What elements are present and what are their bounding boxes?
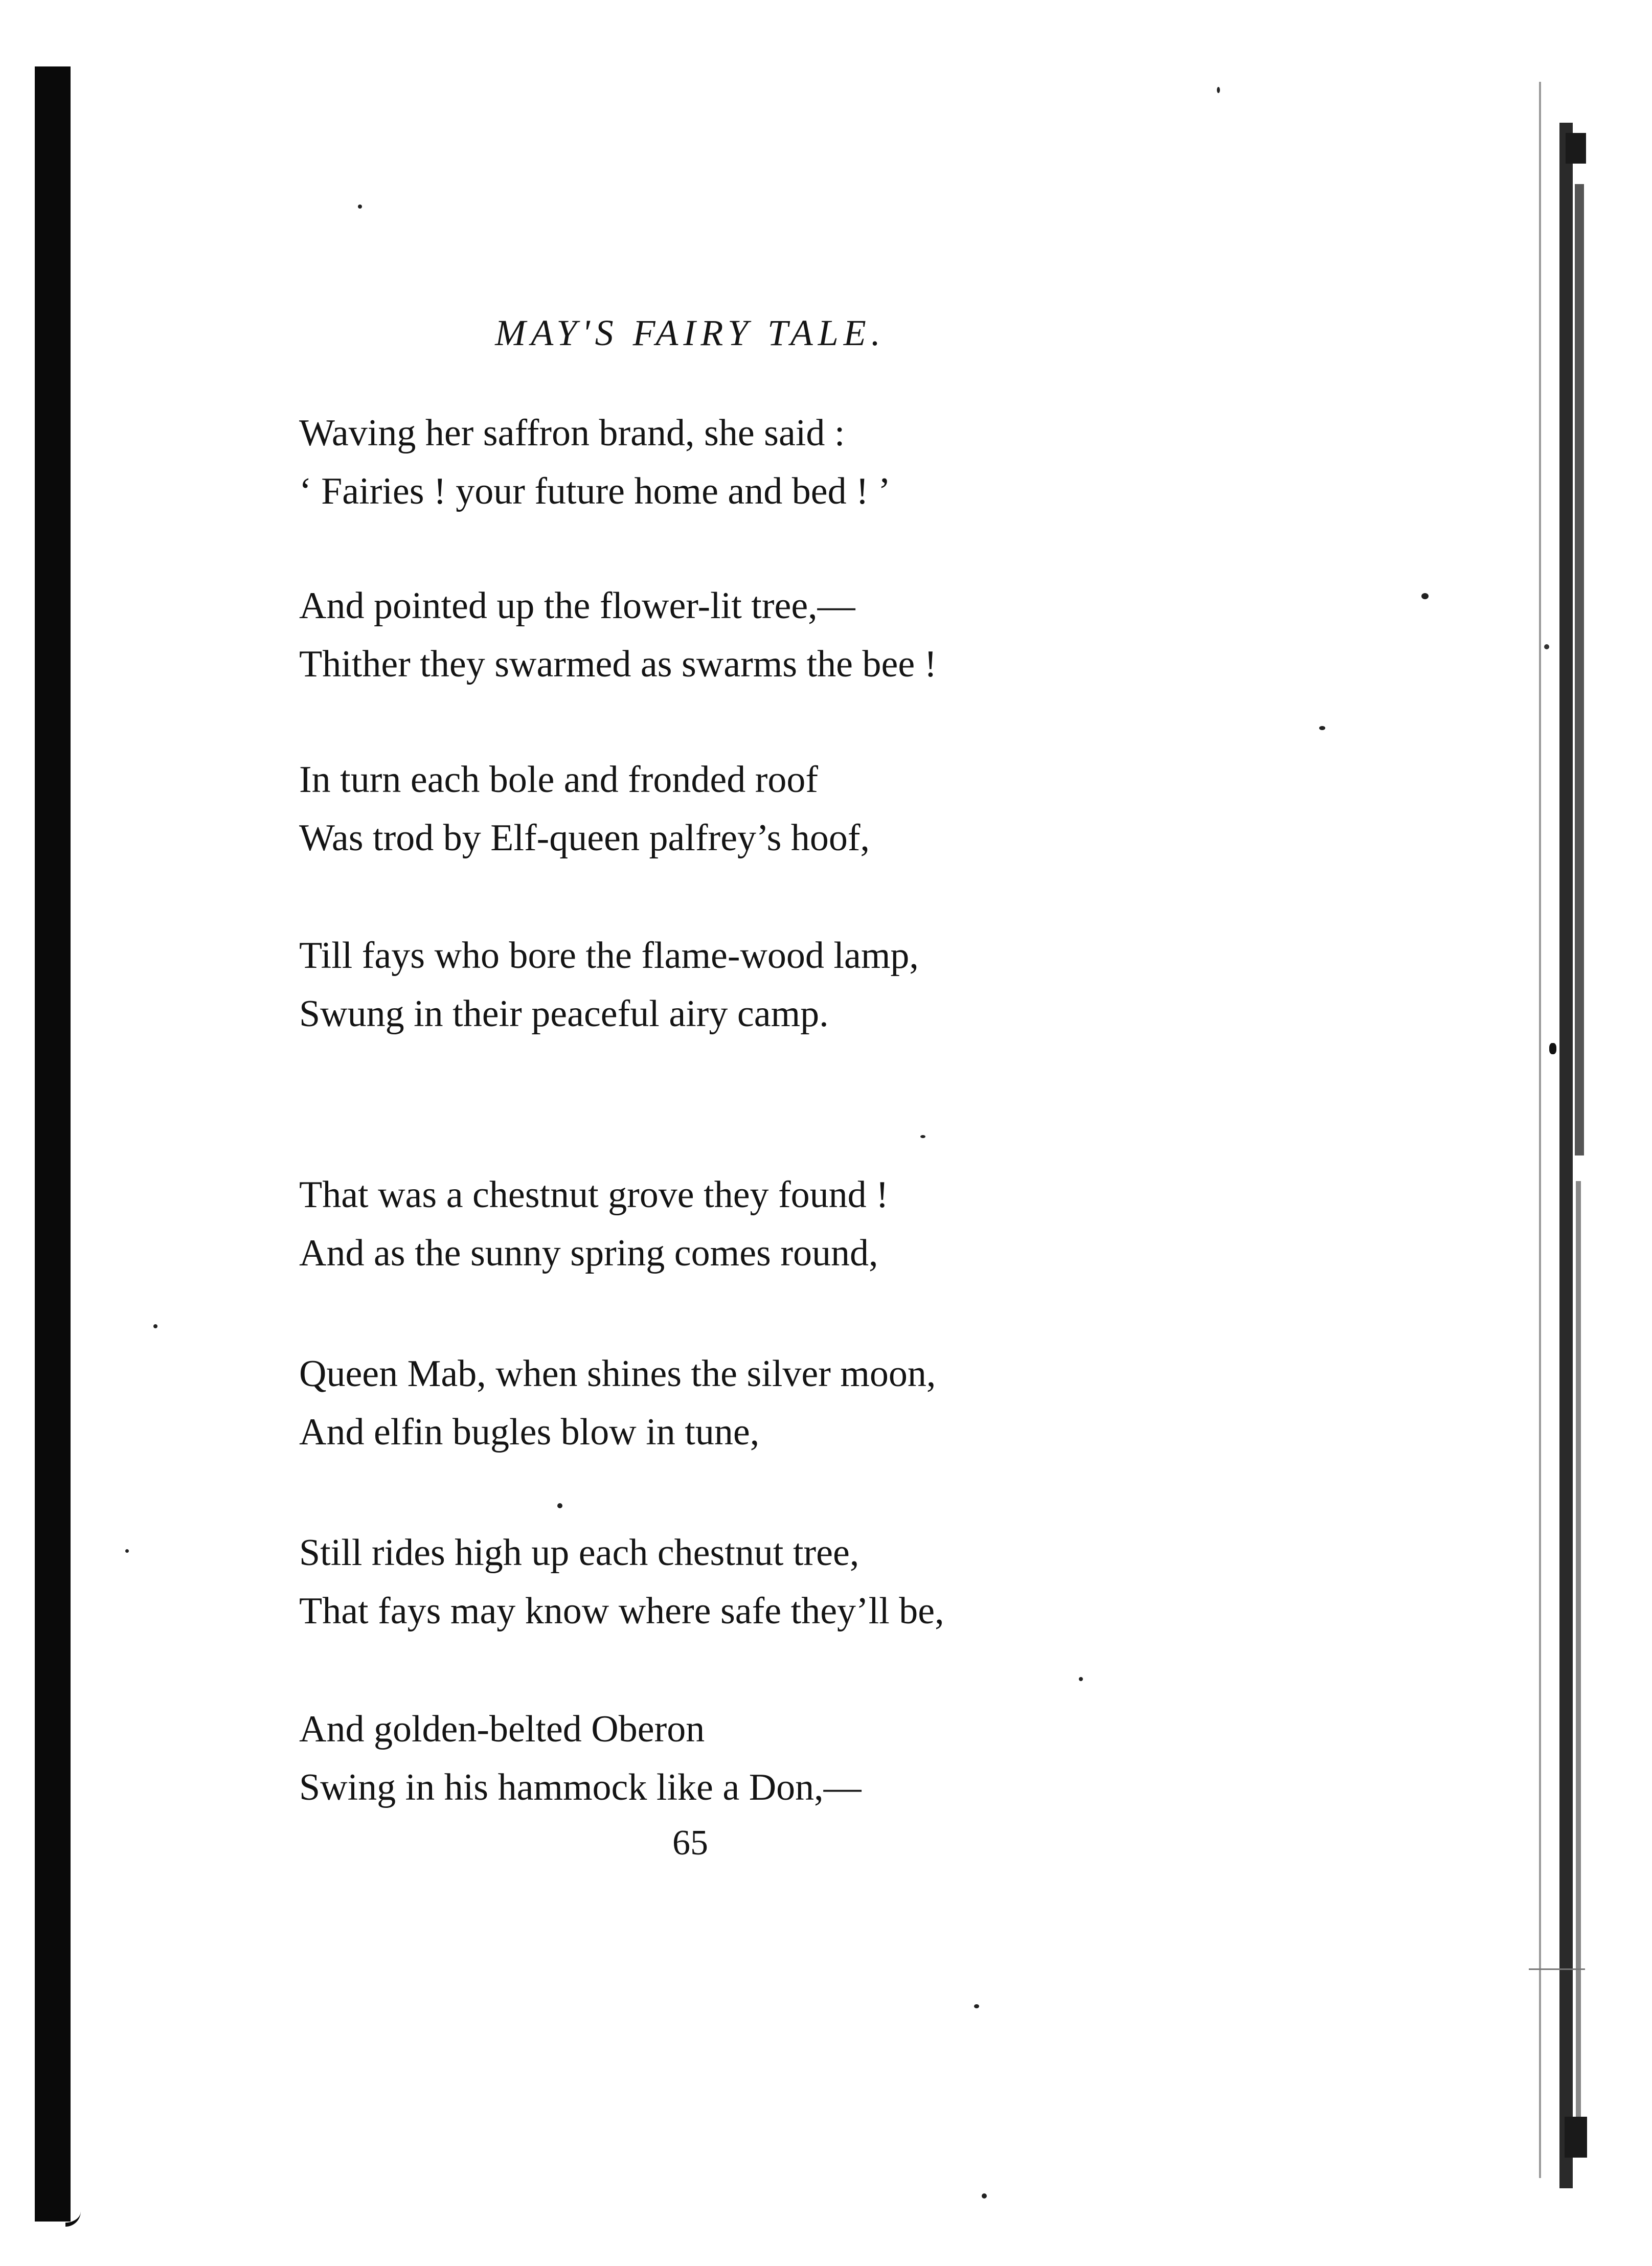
scan-speck — [557, 1503, 562, 1508]
scan-speck — [974, 2004, 979, 2008]
stanza — [299, 1345, 1168, 1461]
stanza — [299, 1524, 1168, 1640]
scan-speck — [1319, 726, 1325, 730]
poem-line: Queen Mab, when shines the silver moon, — [299, 1353, 936, 1395]
scan-speck — [358, 205, 362, 209]
poem-line: Swung in their peaceful airy camp. — [299, 993, 829, 1035]
scan-speck — [153, 1324, 157, 1328]
page-number: 65 — [672, 1823, 708, 1863]
poem-line: Waving her saffron brand, she said : — [299, 412, 845, 454]
poem-line: And pointed up the flower-lit tree,— — [299, 585, 855, 627]
poem-line: And golden-belted Oberon — [299, 1708, 705, 1750]
poem-line: That fays may know where safe they’ll be, — [299, 1590, 944, 1632]
poem-line: And elfin bugles blow in tune, — [299, 1411, 760, 1453]
page-title: MAY'S FAIRY TALE. — [495, 312, 886, 353]
scanned-margin-artifact — [1529, 82, 1590, 2219]
scan-speck — [1421, 593, 1429, 599]
poem-line: ‘ Fairies ! your future home and bed ! ’ — [299, 470, 891, 512]
scan-speck — [1217, 87, 1220, 93]
stanza — [299, 1700, 1168, 1817]
scan-speck — [920, 1135, 925, 1138]
stanza — [299, 926, 1168, 1043]
poem-line: Still rides high up each chestnut tree, — [299, 1532, 859, 1574]
stanza — [299, 404, 1168, 520]
stanza — [299, 577, 1168, 693]
stanza — [299, 751, 1168, 867]
scan-speck — [982, 2193, 987, 2199]
poem-line: Thither they swarmed as swarms the bee ! — [299, 643, 937, 685]
poem-line: Till fays who bore the flame-wood lamp, — [299, 935, 919, 977]
scan-speck — [1079, 1677, 1083, 1681]
poem-line: That was a chestnut grove they found ! — [299, 1174, 889, 1216]
poem-line: And as the sunny spring comes round, — [299, 1232, 878, 1274]
poem-line: In turn each bole and fronded roof — [299, 759, 819, 801]
stanza — [299, 1166, 1168, 1282]
poem-line: Was trod by Elf-queen palfrey’s hoof, — [299, 817, 870, 859]
poem-line: Swing in his hammock like a Don,— — [299, 1766, 862, 1808]
scan-speck — [125, 1549, 129, 1553]
